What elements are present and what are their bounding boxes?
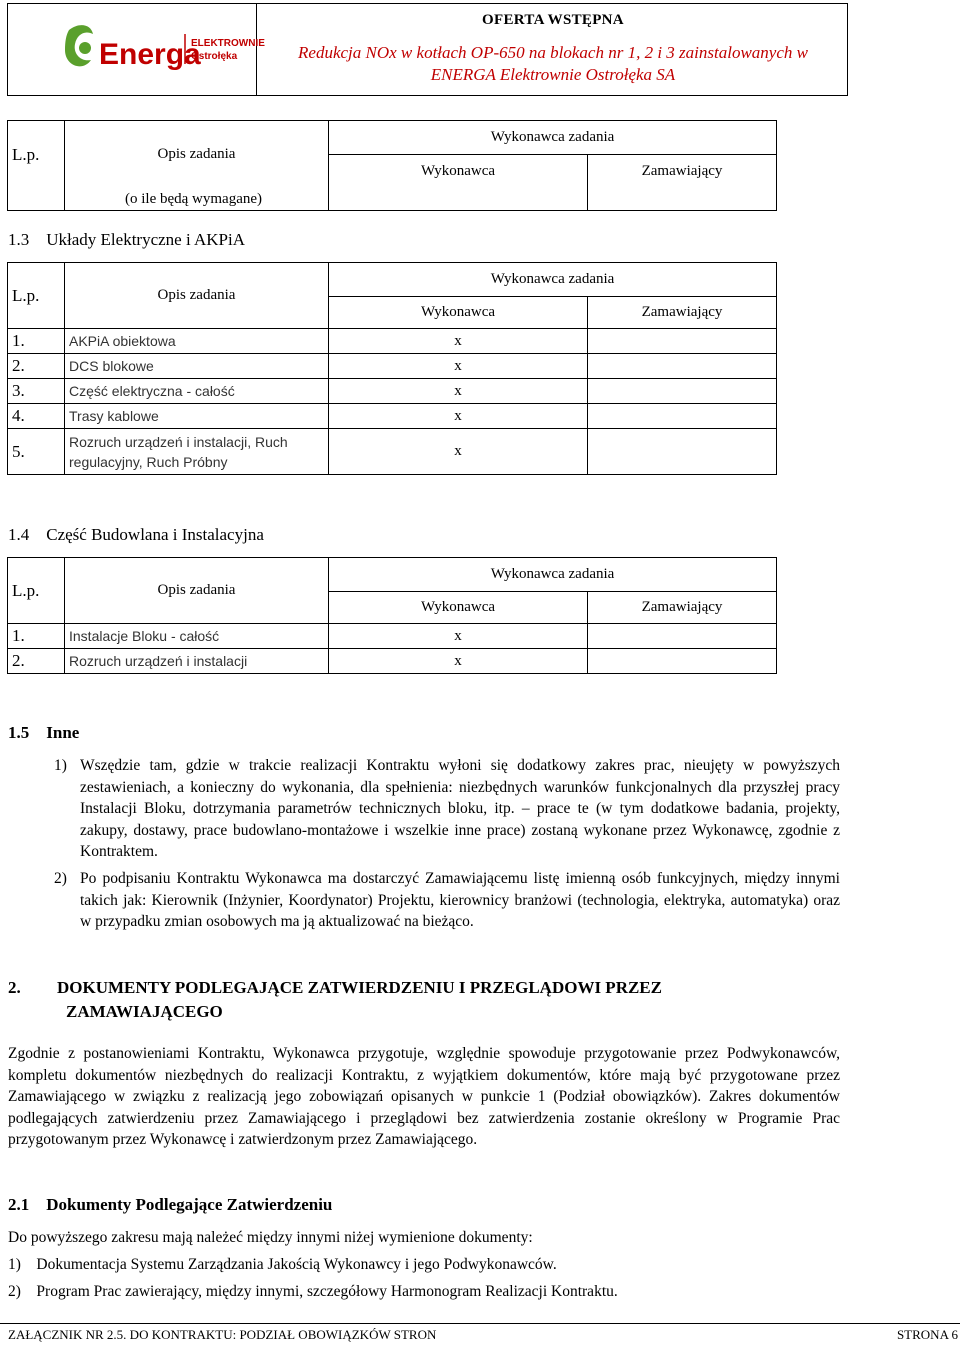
group-header: Wykonawca zadania [490,129,615,145]
header-title: OFERTA WSTĘPNA [482,12,624,28]
row-number: 5. [8,429,65,475]
row-wykonawca: x [329,624,588,649]
row-wykonawca: x [329,429,588,475]
col-wykonawca: Wykonawca [420,163,496,180]
col-wykonawca: Wykonawca [420,599,496,615]
document-header [7,3,848,96]
item-number: 2) [54,870,67,887]
row-text: Trasy kablowe [65,404,329,429]
table-continuation [7,120,777,211]
item-number: 1) [8,1256,21,1273]
col-zamawiajacy: Zamawiający [641,304,723,320]
section-1-5-heading [8,723,79,743]
section-2-paragraph: Zgodnie z postanowieniami Kontraktu, Wykonawca przygotuje, względnie spowoduje przygotowanie przez Podwykonawców, kompletu dokumentów niezbędnych do realizacji Kontraktu, z wyjątkiem dokumentów, które mają być przygotowane przez Zamawiającego w związku z realizacją jego zobowiązań opisanych w punkcie 1 (Podział obowiązków). Zakres dokumentów podlegających zatwierdzeniu przez Zamawiającego i przeglądowi bez zatwierdzenia zostanie określony w Programie Prac przygotowanym przez Wykonawcę i zatwierdzonym przez Zamawiającego. [8,1045,840,1148]
row-number: 1. [8,329,65,354]
section-title: Układy Elektryczne i AKPiA [46,230,246,249]
table-row [8,624,777,649]
row-number: 1. [8,624,65,649]
row-wykonawca: x [329,404,588,429]
section-number: 1.5 [8,723,30,742]
table-note: (o ile będą wymagane) [125,190,263,207]
section-1-4-heading [8,525,264,545]
item-number: 2) [8,1283,21,1300]
table-1-3 [7,262,777,475]
footer-divider [0,1323,960,1324]
table-row [8,429,777,475]
opis-header: Opis zadania [157,287,236,303]
col-zamawiajacy: Zamawiający [641,163,723,180]
section-2-heading [8,976,828,1024]
section-title-line1: DOKUMENTY PODLEGAJĄCE ZATWIERDZENIU I PRZEGLĄDOWI PRZEZ [57,978,662,997]
row-text: Instalacje Bloku - całość [65,624,329,649]
table-row [8,354,777,379]
group-header: Wykonawca zadania [490,271,615,287]
item-number: 1) [54,757,67,774]
item-text: Program Prac zawierający, między innymi, szczegółowy Harmonogram Realizacji Kontraktu. [36,1283,618,1300]
opis-header: Opis zadania [157,582,236,598]
logo-side-line2: Ostrołęka [191,51,238,62]
energa-logo [63,22,265,78]
row-number: 4. [8,404,65,429]
header-subtitle-line2: ENERGA Elektrownie Ostrołęka SA [430,65,676,84]
section-2-1-heading [8,1195,332,1215]
col-wykonawca: Wykonawca [420,304,496,320]
row-text: Rozruch urządzeń i instalacji, Ruch regulacyjny, Ruch Próbny [65,429,329,475]
item-text: Dokumentacja Systemu Zarządzania Jakością Wykonawcy i jego Podwykonawców. [36,1256,557,1273]
table-row [8,329,777,354]
row-number: 2. [8,649,65,674]
logo-side-line1: ELEKTROWNIE [191,38,265,49]
section-number: 1.4 [8,525,30,544]
section-title: Dokumenty Podlegające Zatwierdzeniu [46,1195,333,1214]
lp-header: L.p. [12,144,40,164]
section-title-line2: ZAMAWIAJĄCEGO [66,1002,223,1021]
section-2-1-intro: Do powyższego zakresu mają należeć między innymi niżej wymienione dokumenty: [8,1229,533,1246]
section-title: Inne [46,723,80,742]
section-title: Część Budowlana i Instalacyjna [46,525,264,544]
row-number: 3. [8,379,65,404]
table-row [8,379,777,404]
section-1-3-heading [8,230,245,250]
row-text: AKPiA obiektowa [65,329,329,354]
section-number: 1.3 [8,230,30,249]
section-1-5-item-2 [54,868,840,933]
row-text: Rozruch urządzeń i instalacji [65,649,329,674]
row-number: 2. [8,354,65,379]
row-wykonawca: x [329,329,588,354]
list-item [8,1254,840,1276]
section-number: 2. [8,978,21,997]
table-row [8,649,777,674]
opis-header: Opis zadania [157,146,236,163]
item-text: Po podpisaniu Kontraktu Wykonawca ma dostarczyć Zamawiającemu listę imienną osób funkcyjnych, między innymi takich jak: Kierownik (Inżynier, Koordynator) Projektu, kierownicy branżowi (technologia, elektryka, automatyka) oraz w przypadku zmian osobowych ma ją aktualizować na bieżąco. [80,870,840,930]
table-1-4 [7,557,777,674]
logo-main-text: Energa [99,38,201,71]
group-header: Wykonawca zadania [490,566,615,582]
lp-header: L.p. [12,580,40,600]
row-text: DCS blokowe [65,354,329,379]
lp-header: L.p. [12,285,40,305]
header-divider [256,4,257,95]
header-subtitle [258,42,848,86]
footer-left: ZAŁĄCZNIK NR 2.5. DO KONTRAKTU: PODZIAŁ OBOWIĄZKÓW STRON [8,1327,437,1342]
list-item [8,1281,840,1303]
section-number: 2.1 [8,1195,30,1214]
table-row [8,404,777,429]
row-text: Część elektryczna - całość [65,379,329,404]
header-subtitle-line1: Redukcja NOx w kotłach OP-650 na blokach nr 1, 2 i 3 zainstalowanych w [298,43,808,62]
item-text: Wszędzie tam, gdzie w trakcie realizacji Kontraktu wyłoni się dodatkowy zakres prac, nieujęty w powyższych zestawieniach, a konieczny do wykonania, dla spełnienia: niezbędnych warunków funkcjonalnych dla przyszłej pracy Instalacji Bloku, dotrzymania parametrów technicznych bloku, itp. – prace te (w tym dodatkowe badania, projekty, zakupy, dostawy, prace budowlano-montażowe i wszelkie inne prace) zostaną wykonane przez Wykonawcę, zgodnie z Kontraktem. [80,757,840,860]
row-wykonawca: x [329,354,588,379]
row-wykonawca: x [329,649,588,674]
row-wykonawca: x [329,379,588,404]
section-1-5-item-1 [54,755,840,863]
col-zamawiajacy: Zamawiający [641,599,723,615]
footer-page: STRONA 6 [896,1327,958,1342]
